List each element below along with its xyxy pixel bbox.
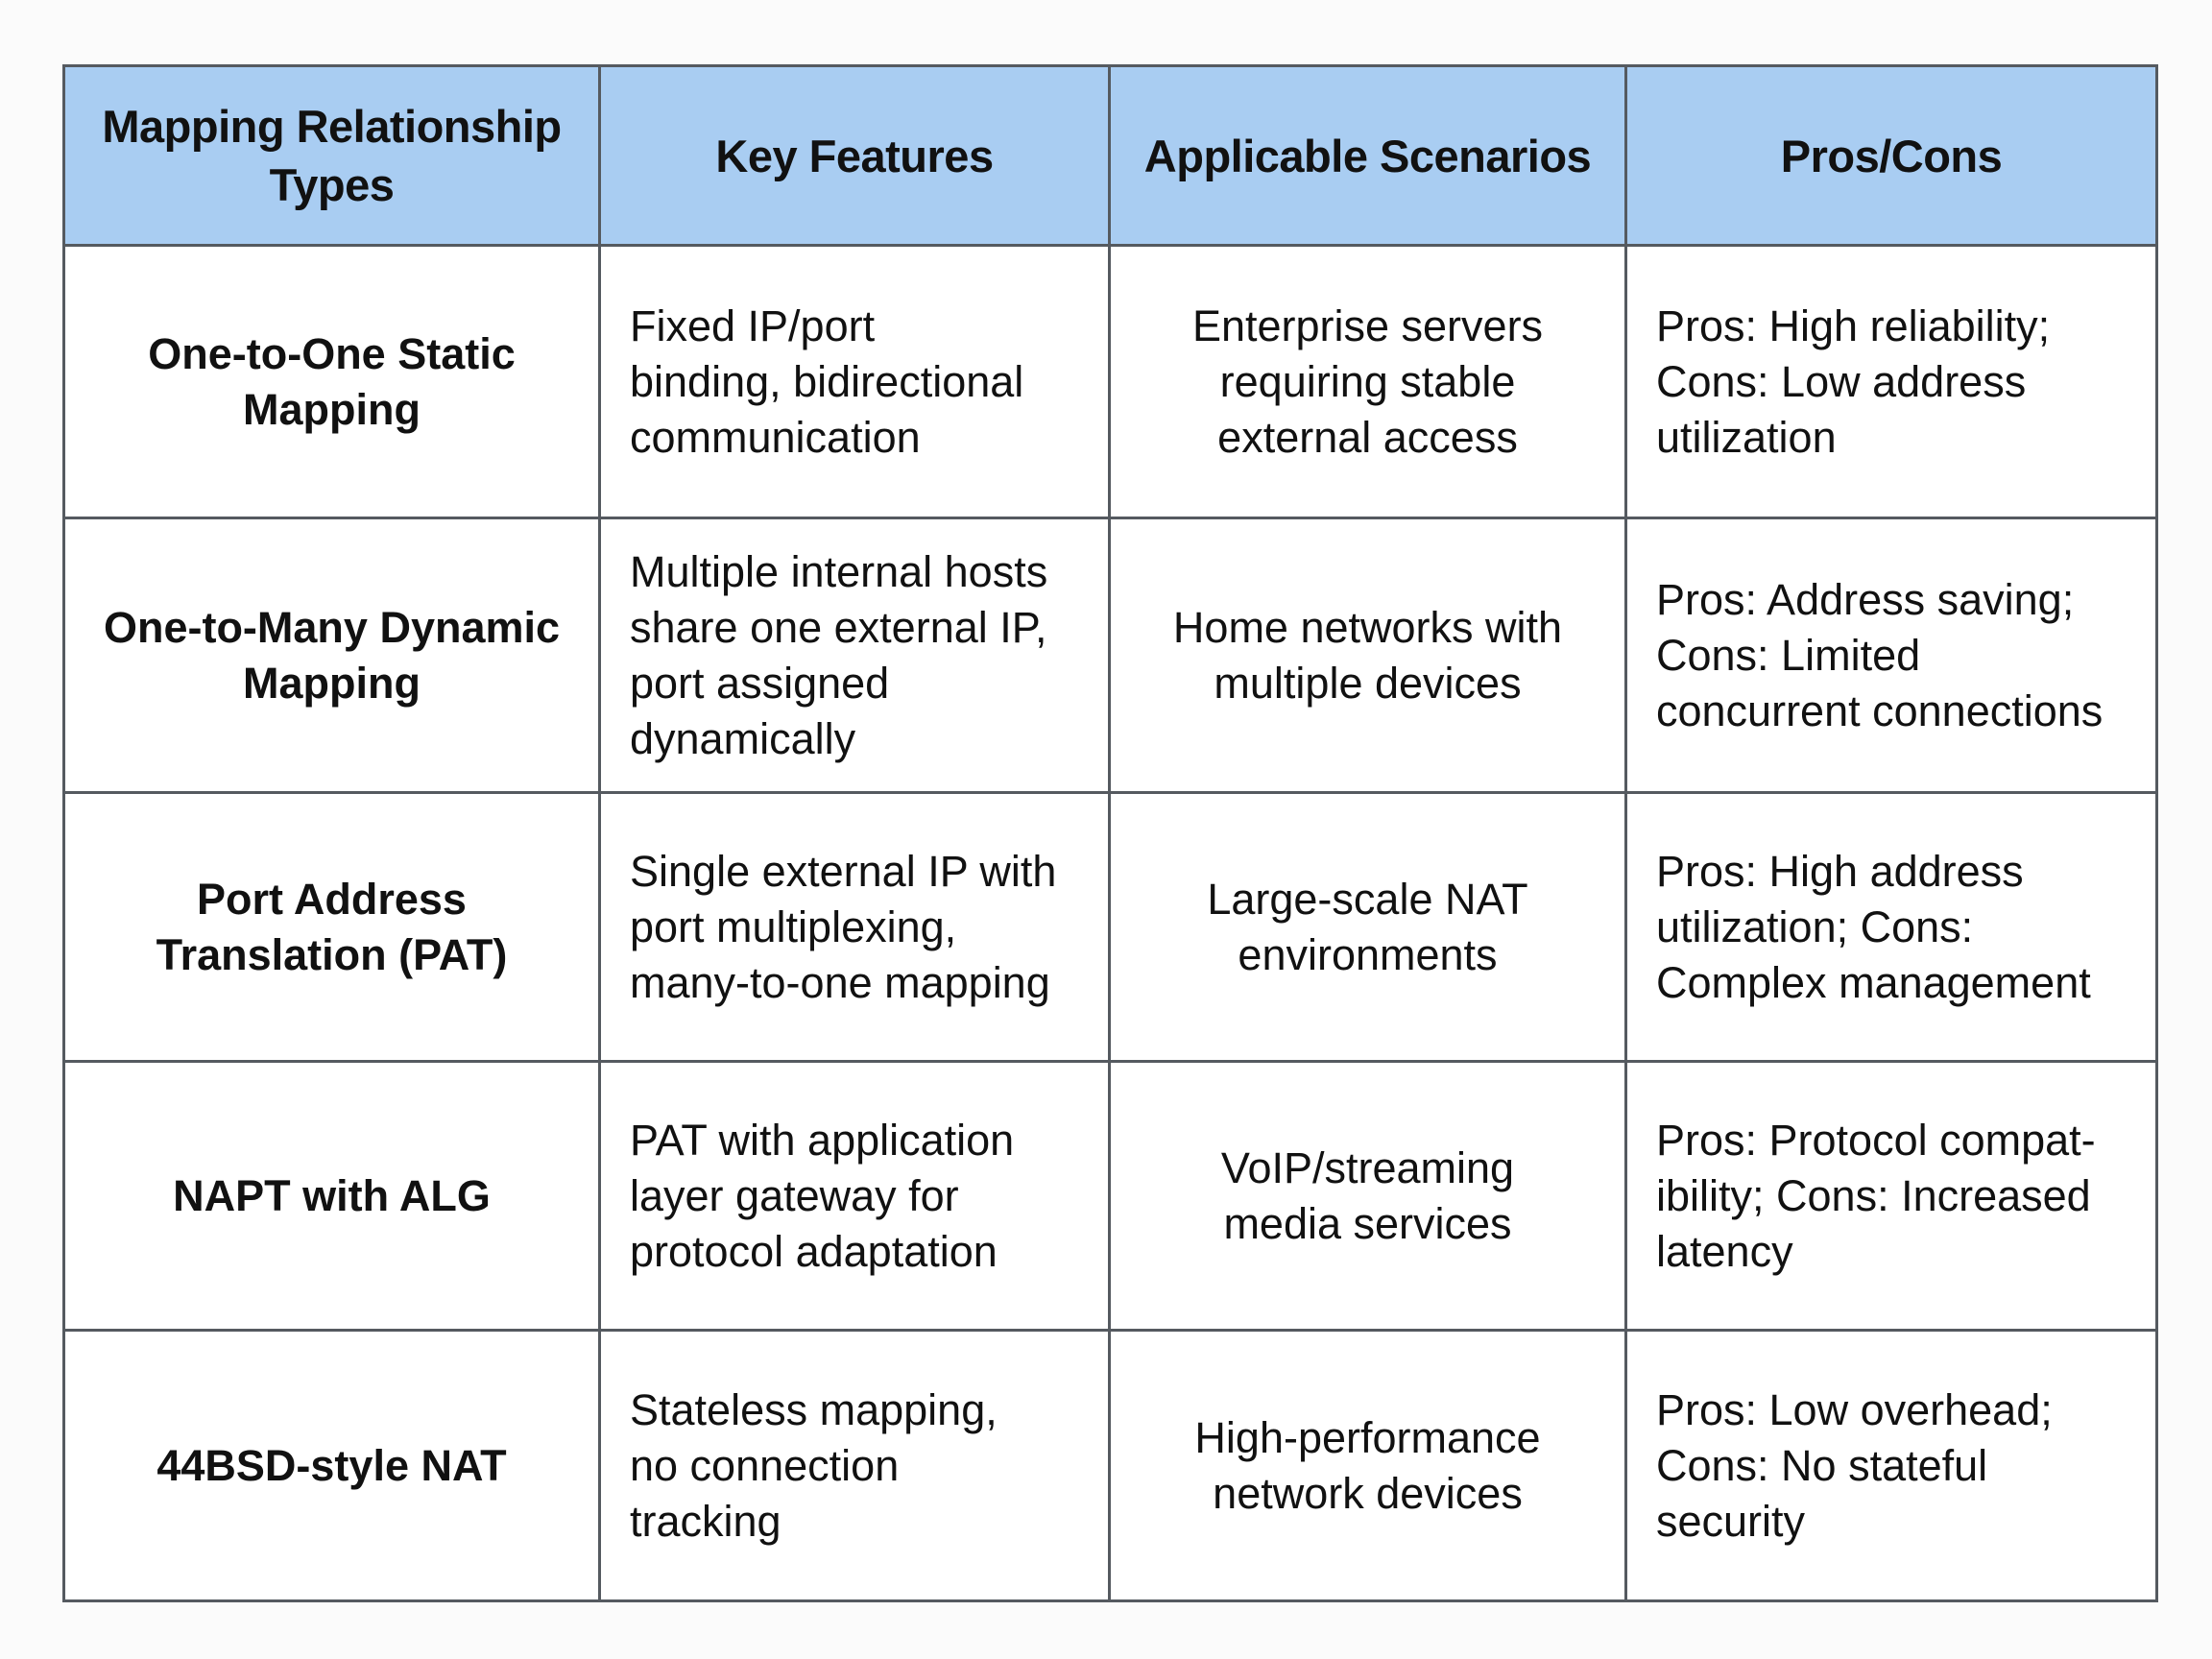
applicable-scenarios-text: Large-scale NAT environments	[1207, 874, 1528, 979]
table-row	[64, 246, 2157, 518]
column-header-key-features: Key Features	[600, 66, 1110, 246]
pros-cons-cell	[1626, 1331, 2157, 1601]
key-features-cell	[600, 1331, 1110, 1601]
key-features-cell	[600, 246, 1110, 518]
pros-cons-cell	[1626, 793, 2157, 1062]
column-header-mapping-types: Mapping Relationship Types	[64, 66, 600, 246]
applicable-scenarios-text: High-performance network devices	[1194, 1412, 1541, 1518]
mapping-type-cell	[64, 1062, 600, 1331]
pros-cons-cell	[1626, 246, 2157, 518]
key-features-cell	[600, 793, 1110, 1062]
key-features-cell	[600, 1062, 1110, 1331]
applicable-scenarios-cell	[1110, 246, 1626, 518]
mapping-type-text: 44BSD-style NAT	[156, 1440, 507, 1490]
key-features-text: Single external IP with port multiplexing, many-to-one mapping	[630, 846, 1057, 1007]
key-features-text: Stateless mapping, no connection tracking	[630, 1384, 998, 1546]
table-row	[64, 1331, 2157, 1601]
key-features-text: Multiple internal hosts share one external IP, port assigned dynamically	[630, 546, 1048, 763]
table-row	[64, 1062, 2157, 1331]
mapping-type-text: Port Address Translation (PAT)	[156, 874, 508, 979]
mapping-type-text: NAPT with ALG	[173, 1170, 491, 1220]
nat-mapping-table	[62, 64, 2158, 1602]
applicable-scenarios-cell	[1110, 1331, 1626, 1601]
pros-cons-text: Pros: Low overhead; Cons: No stateful security	[1656, 1384, 2053, 1546]
applicable-scenarios-cell	[1110, 518, 1626, 793]
key-features-text: PAT with application layer gateway for protocol adaptation	[630, 1115, 1015, 1276]
applicable-scenarios-cell	[1110, 1062, 1626, 1331]
mapping-type-cell	[64, 793, 600, 1062]
mapping-type-cell	[64, 518, 600, 793]
pros-cons-cell	[1626, 518, 2157, 793]
mapping-type-text: One-to-One Static Mapping	[148, 328, 516, 434]
applicable-scenarios-text: Enterprise servers requiring stable external access	[1191, 301, 1544, 462]
table-row	[64, 793, 2157, 1062]
applicable-scenarios-text: Home networks with multiple devices	[1172, 602, 1563, 708]
applicable-scenarios-text: VoIP/streaming media services	[1220, 1142, 1515, 1248]
applicable-scenarios-cell	[1110, 793, 1626, 1062]
pros-cons-text: Pros: High reliability; Cons: Low address utilization	[1656, 301, 2051, 462]
column-header-applicable-scenarios: Applicable Scenarios	[1110, 66, 1626, 246]
table-row	[64, 518, 2157, 793]
table-container	[62, 64, 2155, 1597]
mapping-type-cell	[64, 246, 600, 518]
pros-cons-cell	[1626, 1062, 2157, 1331]
key-features-text: Fixed IP/port binding, bidirectional communication	[630, 301, 1024, 462]
pros-cons-text: Pros: High address utilization; Cons: Complex management	[1656, 846, 2091, 1007]
mapping-type-text: One-to-Many Dynamic Mapping	[103, 602, 561, 708]
mapping-type-cell	[64, 1331, 600, 1601]
header-row	[64, 66, 2157, 246]
pros-cons-text: Pros: Address saving; Cons: Limited concurrent connections	[1656, 574, 2104, 735]
column-header-pros-cons: Pros/Cons	[1626, 66, 2157, 246]
key-features-cell	[600, 518, 1110, 793]
pros-cons-text: Pros: Protocol compat-ibility; Cons: Increased latency	[1656, 1115, 2096, 1276]
